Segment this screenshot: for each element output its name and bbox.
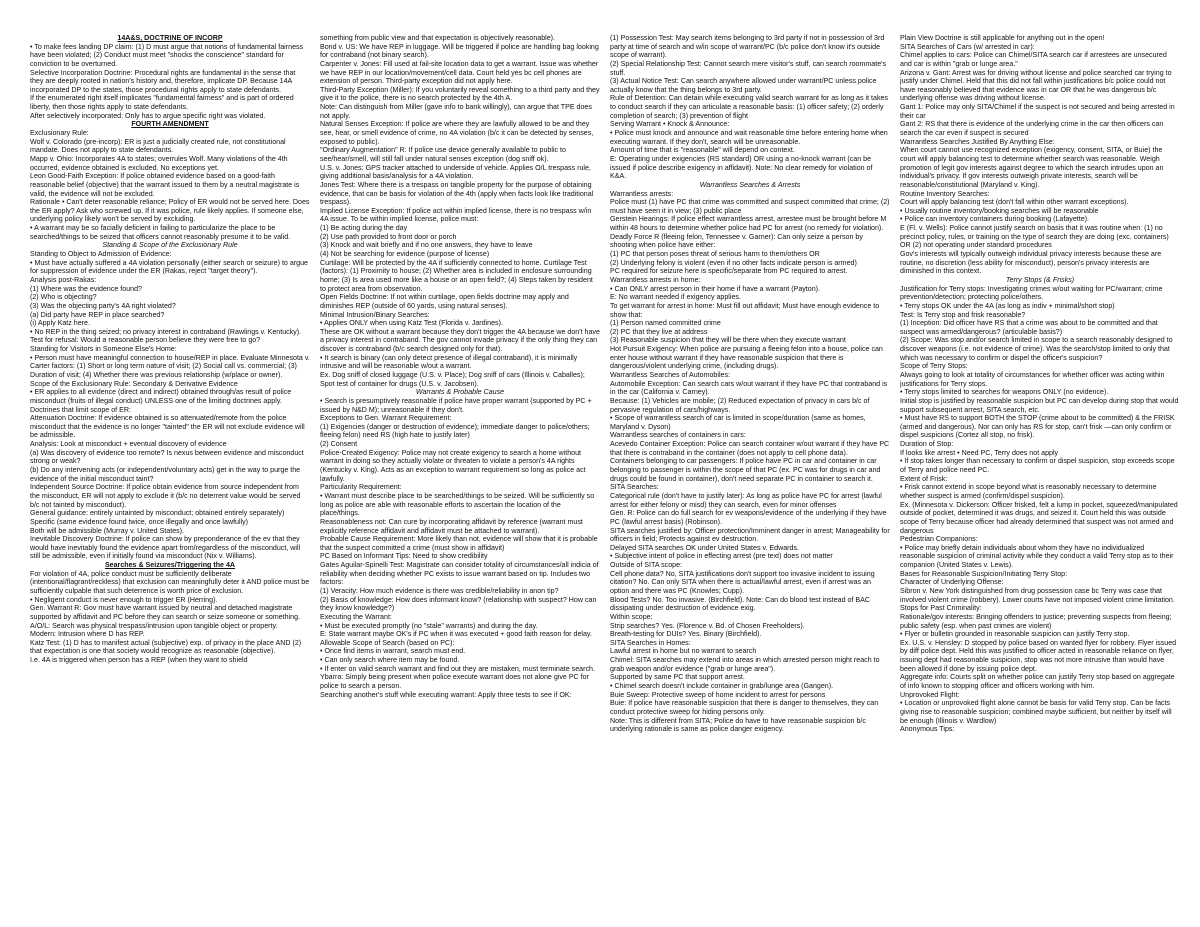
outline-paragraph: (4) Not be searching for evidence (purpose of license): [320, 250, 490, 259]
outline-paragraph: (a) Did party have REP in place searched?: [30, 310, 165, 319]
outline-paragraph: For violation of 4A, police conduct must be sufficiently deliberate (intentional/flagrant/reckless) that exclusion can meaningfully deter it AND police must be sufficiently culpable that such deterrence is worth price of exclusion.: [30, 569, 310, 595]
outline-paragraph: Note: Can distinguish from Miller (gave info to bank willingly), can argue that TPE does not apply.: [320, 103, 592, 120]
outline-paragraph: • A warrant may be so facially deficient in failing to particularize the place to be searched/things to be seized that officers cannot reasonably presume it to be valid.: [30, 224, 291, 241]
outline-paragraph: Ex. Dog sniff of closed luggage (U.S. v. Place); Dog sniff of cars (Illinois v. Caballes); Spot test of container for drugs (U.S. v. Jacobsen).: [320, 370, 585, 388]
outline-paragraph: • If enter on valid search warrant and find out they are mistaken, must terminate search.: [320, 664, 595, 673]
outline-paragraph: (3) Knock and wait briefly and if no one answers, they have to leave: [320, 241, 533, 250]
section-heading: 14A&S, DOCTRINE OF INCORP: [117, 34, 223, 42]
outline-paragraph: Hot Pursuit Exigency: When police are pursuing a fleeing felon into a house, police can enter house without warrant if they have reasonable suspicion that there is dangerous/violent underlying crime, (including drugs).: [610, 345, 883, 371]
outline-paragraph: Allowable Scope of Search (based on PC):: [320, 638, 455, 647]
outline-paragraph: Reasonableness not: Can cure by incorporating affidavit by reference (warrant must explicitly reference affidavit and affidavit must be attached to warrant).: [320, 517, 583, 535]
outline-paragraph: (3) Actual Notice Test: Can search anywhere allowed under warrant/PC unless police actually know that the thing belongs to 3rd party.: [610, 77, 877, 94]
outline-paragraph: Standing for Visitors in Someone Else's Home:: [30, 345, 177, 354]
outline-paragraph: • Applies ONLY when using Katz Test (Florida v. Jardines).: [320, 319, 503, 328]
outline-paragraph: Delayed SITA searches OK under United States v. Edwards.: [610, 543, 799, 552]
outline-paragraph: • Once find items in warrant, search must end.: [320, 647, 466, 656]
outline-paragraph: • Scope of warrantless search of car is limited in scope/duration (same as homes, Maryland v. Dyson): [610, 414, 866, 431]
outline-paragraph: Routine Inventory Searches:: [900, 189, 990, 198]
outline-paragraph: • It search is binary (can only detect presence of illegal contraband), it is minimally intrusive and will be reasonable w/out a warrant.: [320, 353, 578, 371]
outline-paragraph: Rationale • Can't deter reasonable reliance; Policy of ER would not be served here. Does the ER apply? Ask who screwed up. If it was police, rule likely applies. If someone else, underlying policy likely won't be served by excluding.: [30, 198, 310, 224]
outline-paragraph: Chimel: SITA searches may extend into areas in which arrested person might reach to grab weapon and/or evidence ("grab or lunge area").: [610, 656, 880, 673]
outline-paragraph: Gen. Warrant R: Gov must have warrant issued by neutral and detached magistrate supported by affidavit and PC before they can search or seize someone or something.: [30, 604, 300, 621]
outline-paragraph: Warrantless searches of containers in cars:: [610, 431, 746, 440]
outline-paragraph: • Warrant must describe place to be searched/things to be seized. Will be sufficiently so long as police are able with reasonable efforts to ascertain the location of the place/things.: [320, 491, 595, 518]
outline-paragraph: Mapp v. Ohio: Incorporates 4A to states; overrules Wolf. Many violations of the 4th occurred, evidence obtained is excluded. No exceptions yet.: [30, 154, 288, 172]
outline-paragraph: Categorical rule (don't have to justify later): As long as police have PC for arrest (lawful arrest for either felony or misd) they can search, even for minor offenses: [610, 491, 882, 509]
outline-paragraph: Unprovoked Flight:: [900, 690, 960, 699]
outline-paragraph: After selectively incorporated: Only has to argue specific right was violated.: [30, 111, 266, 120]
outline-paragraph: "Ordinary Augmentation" R: If police use device generally available to public to see/hear/smell, will still fall under natural senses exception (dog sniff ok).: [320, 146, 566, 163]
outline-paragraph: (2) Basis of knowledge: How does informant know? (relationship with suspect? How can they know knowledge?): [320, 595, 597, 613]
outline-paragraph: Containers belonging to car passengers: If police have PC in car and container in car belonging to passenger is within the scope of that PC (ex. PC was for drugs in car and drugs could be found in container), don't need separate PC in container to search it.: [610, 457, 881, 483]
outline-paragraph: Ybarra: Simply being present when police execute warrant does not alone give PC for police to search a person.: [320, 673, 589, 691]
outline-paragraph: Breath-testing for DUIs? Yes. Binary (Birchfield).: [610, 630, 762, 639]
outline-paragraph: Exclusionary Rule:: [30, 129, 89, 138]
outline-paragraph: something from public view and that expectation is objectively reasonable).: [320, 34, 556, 42]
outline-paragraph: • Must have RS to support BOTH the STOP (crime about to be committed) & the FRISK (armed and dangerous). Nor can only has RS for stop, can't frisk —can only confirm or dispel suspicions (Cortez all stop, no frisk).: [900, 414, 1175, 440]
outline-paragraph: Automobile Exception: Can search cars w/out warrant if they have PC that contraband is in the car (California v. Carney).: [610, 379, 888, 397]
outline-paragraph: Stops for Past Criminality:: [900, 604, 982, 613]
outline-paragraph: Gerstein Hearings: If police effect warrantless arrest, arrestee must be brought before M within 48 hours to determine whether police had PC for arrest (no remedy for violation).: [610, 215, 887, 233]
outline-paragraph: • No REP in the thing seized; no privacy interest in contraband (Rawlings v. Kentucky).: [30, 327, 302, 336]
outline-paragraph: (1) Person named committed crime: [610, 319, 721, 328]
outline-paragraph: Gen. R: Police can do full search for ev weapons/evidence of the underlying if they have PC (lawful arrest basis) (Robinson).: [610, 509, 887, 526]
outline-paragraph: • Subjective intent of police in effecting arrest (pre text) does not matter: [610, 552, 833, 561]
outline-paragraph: Plain View Doctrine is still applicable for anything out in the open!: [900, 34, 1105, 42]
outline-paragraph: Scope of the Exclusionary Rule: Secondary & Derivative Evidence: [30, 379, 238, 388]
outline-paragraph: (a) Was discovery of evidence too remote? Is nexus between evidence and misconduct strong or weak?: [30, 448, 304, 466]
outline-paragraph: • Person must have meaningful connection to house/REP in place. Evaluate Minnesota v. Carter factors: (1) Short or long term nature of visit; (2) Social call vs. commercial; (3) Duration of visit; (4) Whether there was previous relationship (w/place or owner).: [30, 353, 310, 379]
outline-paragraph: Blood Tests? No. Too invasive. (Birchfield). Note: Can do blood test instead of BAC dissipating under destruction of evidence exig.: [610, 595, 870, 613]
outline-paragraph: • Location or unprovoked flight alone cannot be basis for valid Terry stop. Can be facts giving rise to reasonable suspicion; combined maybe sufficient, but neither by itself will be enough (Illinois v. Wardlow): [900, 699, 1172, 725]
outline-page: [30, 34, 1180, 914]
outline-paragraph: • Terry stops limited to searches for weapons ONLY (no evidence).: [900, 388, 1109, 397]
column-4: [900, 34, 1180, 914]
outline-paragraph: Within scope:: [610, 612, 653, 621]
outline-paragraph: E: Operating under exigencies (RS standard) OR using a no-knock warrant (can be issued if police describe exigency in affidavit). Note: No clear remedy for violation of K&A.: [610, 154, 873, 181]
outline-paragraph: • Must have actually suffered a 4A violation personally (either search or seizure) to argue for suppression of evidence under the ER (Rakas, reject "target theory").: [30, 258, 308, 276]
outline-paragraph: • Terry stops OK under the 4A (as long as indiv + minimal/short stop): [900, 301, 1115, 310]
outline-paragraph: Inevitable Discovery Doctrine: If police can show by preponderance of the ev that they would have inevitably found the evidence apart from/regardless of the misconduct, will still be admissible, even if initially found via misconduct (Nix v. Williams).: [30, 535, 301, 561]
outline-paragraph: Amount of time that is "reasonable" will depend on context.: [610, 146, 795, 155]
outline-paragraph: Gov's interests will typically outweigh individual privacy interests because these are routine, no discretion (less ability for misconduct), person's privacy interests are diminished in this context.: [900, 250, 1162, 276]
outline-paragraph: Third-Party Exception (Miller): If you voluntarily reveal something to a third party and they give it to the police, there is no search protected by the 4th A.: [320, 85, 600, 103]
subsection-heading: Warrants & Probable Cause: [415, 388, 505, 397]
outline-paragraph: Police-Created Exigency: Police may not create exigency to search a home without warrant in doing so they actually violate or threaten to violate a person's 4A rights (Kentucky v. King). Acts as an exception to warrant requirement so long as police act lawfully.: [320, 448, 586, 483]
outline-paragraph: Implied License Exception: If police act within implied license, there is no trespass w/in 4A issue. To be within implied license, police must:: [320, 206, 592, 224]
outline-paragraph: • Usually routine inventory/booking searches will be reasonable: [900, 206, 1099, 215]
outline-paragraph: Independent Source Doctrine: If police obtain evidence from source independent from the misconduct, ER will not apply to exclude it (b/c no deterrent value would be served b/c not tainted by misconduct).: [30, 483, 301, 509]
outline-paragraph: PC required for seizure here is specific/separate from PC required to arrest.: [610, 267, 848, 276]
outline-paragraph: Test for refusal: Would a reasonable person believe they were free to go?: [30, 336, 261, 345]
outline-paragraph: Executing the Warrant:: [320, 612, 392, 621]
outline-paragraph: (b) Do any intervening acts (or independent/voluntary acts) get in the way to purge the evidence of the initial misconduct taint?: [30, 466, 301, 483]
outline-paragraph: (1) Inception: Did officer have RS that a crime was about to be committed and that suspect was armed/dangerous? (articulable basis?): [900, 319, 1158, 336]
outline-paragraph: Anonymous Tips:: [900, 725, 955, 734]
outline-paragraph: PC Based on Informant Tips: Need to show credibility: [320, 552, 488, 561]
outline-paragraph: If the enumerated right itself implicates "fundamental fairness" and is part of ordered liberty, then those rights apply to state defendants.: [30, 94, 294, 112]
outline-paragraph: Katz Test: (1) D has to manifest actual (subjective) exp. of privacy in the place AND (2) that expectation is one that society would recognize as reasonable (objective).: [30, 638, 302, 656]
column-2: [320, 34, 600, 914]
outline-paragraph: E: State warrant maybe OK's if PC when it was executed + good faith reason for delay.: [320, 630, 592, 639]
outline-paragraph: Sibron v. New York distinguished from drug possession case bc Terry was case that involved violent crime (robbery). Lower courts have not imposed violent crime limitation.: [900, 587, 1175, 604]
outline-paragraph: Buie: If police have reasonable suspicion that there is danger to themselves, they can conduct protective sweep for hiding persons only.: [610, 699, 879, 716]
outline-paragraph: Rule of Detention: Can detain while executing valid search warrant for as long as it takes to conduct search if they can articulate a reasonable basis: (1) officer safety; (2) orderly completion of search; (3) prevention of flight: [610, 94, 888, 120]
outline-paragraph: Test: Is Terry stop and frisk reasonable?: [900, 310, 1026, 319]
outline-paragraph: (2) Use path provided to front door or porch: [320, 232, 457, 241]
outline-paragraph: Chimel applies to cars: Police can Chimel/SITA search car if arrestees are unsecured and car is within "grab or lunge area.": [900, 51, 1167, 68]
outline-paragraph: (2) Special Relationship Test: Cannot search mere visitor's stuff, can search roommate's stuff.: [610, 59, 887, 77]
section-heading: FOURTH AMENDMENT: [131, 120, 209, 129]
outline-paragraph: Extent of Frisk:: [900, 474, 948, 483]
outline-paragraph: • Flyer or bulletin grounded in reasonable suspicion can justify Terry stop.: [900, 630, 1130, 639]
outline-paragraph: E (Fl. v. Wells): Police cannot justify search on basis that it was routine when: (1) no precinct policy, rules, or training on the type of search they are doing (exc. containers) OR (2) not operating under standard procedures: [900, 224, 1169, 250]
outline-paragraph: Both will be admissible (Murray v. United States).: [30, 526, 185, 535]
outline-paragraph: (2) Underlying felony is violent (even if no other facts indicate person is armed): [610, 258, 857, 267]
outline-paragraph: Scope of Terry Stops:: [900, 362, 968, 371]
outline-paragraph: Deadly Force R (fleeing felon, Tennessee v. Garner): Can only seize a person by shooting when police have either:: [610, 232, 863, 250]
outline-paragraph: To get warrant for arrest in home: Must fill out affidavit; Must have enough evidence to show that:: [610, 301, 880, 319]
subsection-heading: Warrantless Searches & Arrests: [699, 180, 801, 189]
outline-paragraph: Strip searches? Yes. (Florence v. Bd. of Chosen Freeholders).: [610, 621, 805, 630]
outline-paragraph: Modern: Intrusion where D has REP.: [30, 630, 145, 639]
outline-paragraph: • Police must knock and announce and wait reasonable time before entering home when executing warrant. If they don't, search will be unreasonable.: [610, 129, 888, 146]
outline-paragraph: • ER applies to all evidence (direct and indirect) obtained through/as result of police misconduct (fruits of illegal conduct) UNLESS one of the limiting doctrines apply.: [30, 388, 292, 405]
outline-paragraph: Pedestrian Companions:: [900, 535, 978, 544]
column-3: [610, 34, 890, 914]
outline-paragraph: (2) Scope: Was stop and/or search limited in scope to a search reasonably designed to discover weapons (i.e. not evidence of crime). Was the search/stop limited to only that which was necessary to confirm or dispel the officer's suspicion?: [900, 336, 1173, 362]
outline-paragraph: These are OK without a warrant because they don't trigger the 4A because we don't have a privacy interest in contraband. The gov cannot invade privacy if the only thing they can discover is contraband (b/c search designed only for that).: [320, 327, 600, 354]
outline-paragraph: • Police may briefly detain individuals about whom they have no individualized reasonable suspicion of criminal activity while they conduct a valid Terry stop as to their companion (United States v. Lewis).: [900, 543, 1174, 570]
outline-paragraph: Warrantless Searches Justified By Anything Else:: [900, 137, 1055, 146]
section-heading: Searches & Seizures/Triggering the 4A: [104, 561, 236, 570]
outline-paragraph: • Frisk cannot extend in scope beyond what is reasonably necessary to determine whether suspect is armed (confirm/dispel suspicion).: [900, 483, 1157, 500]
outline-paragraph: Gant 1: Police may only SITA/Chimel if the suspect is not secured and being arrested in their car: [900, 103, 1175, 120]
outline-paragraph: (1) Veracity: How much evidence is there was credible/reliability in anon tip?: [320, 587, 559, 595]
outline-paragraph: Court will apply balancing test (don't fall within other warrant exceptions).: [900, 198, 1129, 207]
outline-paragraph: SITA Searches in Homes:: [610, 638, 691, 647]
outline-paragraph: Wolf v. Colorado (pre-incorp): ER is just a judicially created rule, not constitutional mandate. Does not apply to state defendants.: [30, 137, 286, 155]
outline-paragraph: Initial stop is justified by reasonable suspicion but PC can develop during stop that would support subsequent arrest, SITA search, etc.: [900, 396, 1179, 414]
outline-paragraph: • Negligent conduct is never enough to trigger ER (Herring).: [30, 595, 218, 604]
outline-paragraph: E: No warrant needed if exigency applies.: [610, 293, 741, 302]
outline-paragraph: (1) Be acting during the day: [320, 224, 408, 233]
outline-paragraph: • Search is presumptively reasonable if police have proper warrant (supported by PC + issued by N&D M); unreasonable if they don't.: [320, 396, 592, 414]
outline-paragraph: Lawful arrest in home but no warrant to search: [610, 647, 757, 656]
outline-paragraph: Always going to look at totality of circumstances for whether officer was acting within justifications for Terry stops.: [900, 370, 1165, 388]
outline-paragraph: Cell phone data? No, SITA justifications don't support too invasive incident to issuing citation? No. Can only SITA when there is actual/lawful arrest, even if arrest was an option and there was PC (Knowles; Cupp).: [610, 569, 875, 595]
outline-paragraph: Particularity Requirement:: [320, 483, 402, 492]
outline-paragraph: Duration of Stop:: [900, 440, 954, 449]
outline-paragraph: Warrantless Searches of Automobiles:: [610, 370, 730, 379]
outline-paragraph: Bases for Reasonable Suspicion/Initiating Terry Stop:: [900, 569, 1068, 578]
outline-paragraph: • Must be executed promptly (no "stale" warrants) and during the day.: [320, 621, 538, 630]
outline-paragraph: Ex. (Minnesota v. Dickerson: Officer frisked, felt a lump in pocket, squeezed/manipulated outside of pocket, determined it was drugs, and seized it. Court held this was outside scope of Terry because officer had already determined that suspect was not armed and dangerous: [900, 500, 1178, 535]
outline-paragraph: Searching another's stuff while executing warrant: Apply three tests to see if OK:: [320, 690, 572, 699]
outline-paragraph: Police must (1) have PC that crime was committed and suspect committed that crime; (2) must have seen it in view; (3) public place: [610, 198, 890, 215]
outline-paragraph: (2) Who is objecting?: [30, 293, 97, 302]
outline-paragraph: (2) PC that they live at address: [610, 327, 708, 336]
outline-paragraph: • If stop takes longer than necessary to confirm or dispel suspicion, stop exceeds scope of Terry and police need PC.: [900, 457, 1175, 475]
outline-paragraph: Leon Good-Faith Exception: If police obtained evidence based on a good-faith reasonable belief (objective) that the warrant issued to them by a neutral magistrate is valid, the evidence will not be excluded.: [30, 172, 300, 198]
outline-paragraph: • To make fees landing DP claim: (1) D must argue that notions of fundamental fairness have been violated; (2) Conduct must meet "shocks the conscience" standard for conviction to be overturned.: [30, 42, 304, 68]
outline-paragraph: (1) PC that person poses threat of serious harm to them/others OR: [610, 250, 820, 259]
outline-paragraph: Attenuation Doctrine: If evidence obtained is so attenuated/remote from the police misconduct that the evidence is no longer "tainted" the ER will not exclude evidence will be admissible.: [30, 414, 305, 440]
outline-paragraph: (2) Consent: [320, 440, 358, 449]
outline-paragraph: Doctrines that limit scope of ER:: [30, 405, 131, 414]
outline-paragraph: Acevedo Container Exception: Police can search container w/out warrant if they have PC that there is contraband in the container (does not apply to cell phone data).: [610, 440, 890, 457]
outline-paragraph: Gant 2: RS that there is evidence of the underlying crime in the car then officers can search the car even if suspect is secured: [900, 120, 1164, 138]
outline-paragraph: Aggregate info: Courts split on whether police can justify Terry stop based on aggregate of info known to stopping officer and officers working with him.: [900, 673, 1175, 691]
outline-paragraph: If looks like arrest • Need PC, Terry does not apply: [900, 448, 1059, 457]
outline-paragraph: • Police can inventory containers during booking (Lafayette).: [900, 215, 1089, 224]
outline-paragraph: (3) Was the objecting party's 4A right violated?: [30, 301, 176, 310]
outline-paragraph: Standing to Object to Admission of Evidence:: [30, 250, 172, 259]
outline-paragraph: Minimal Intrusion/Binary Searches:: [320, 310, 430, 319]
outline-paragraph: Carpenter v. Jones: Fill used at fail-site location data to get a warrant. Issue was whether we have REP in our location/movement/cell data. Court held yes bc cell phones are extension of person. Third-party exception did not apply here.: [320, 59, 599, 86]
outline-paragraph: Rationale/gov interests: Bringing offenders to justice; preventing suspects from fleeing; public safety (esp. when past crimes are violent): [900, 612, 1172, 630]
outline-paragraph: Character of Underlying Offense:: [900, 578, 1004, 587]
outline-paragraph: • Can only search where item may be found.: [320, 656, 460, 665]
outline-paragraph: Selective Incorporation Doctrine: Procedural rights are fundamental in the sense that they are deeply rooted in nation's history and, therefore, implicate DP. Because 14A incorporated DP to the states, those procedural rights apply to state defendants.: [30, 68, 296, 94]
outline-paragraph: Open Fields Doctrine: If not within curtilage, open fields doctrine may apply and diminishes REP (outside of 60 yards, using natural senses).: [320, 293, 569, 310]
outline-paragraph: Because: (1) Vehicles are mobile; (2) Reduced expectation of privacy in cars b/c of pervasive regulation of cars/highways.: [610, 396, 870, 414]
outline-paragraph: (1) Where was the evidence found?: [30, 284, 142, 293]
outline-paragraph: Ex. U.S. v. Hensley: D stopped by police based on wanted flyer for robbery. Flyer issued by diff police dept. Held this was justified to officer acted in reasonable reliance on flyer, issuing dept had reasonable suspicion, stop was not more intrusive than would have been allowed if done by issuing police dept.: [900, 638, 1177, 673]
outline-paragraph: Supported by same PC that support arrest.: [610, 673, 745, 682]
outline-paragraph: Analysis: Look at misconduct + eventual discovery of evidence: [30, 440, 227, 449]
outline-paragraph: (1) Exigencies (danger or destruction of evidence); immediate danger to police/others; fleeing felon) need RS (high hate to justify later): [320, 422, 590, 440]
outline-paragraph: Serving Warrant • Knock & Announce:: [610, 120, 730, 129]
outline-paragraph: • Chimel search doesn't include container in grab/lunge area (Gangen).: [610, 682, 834, 691]
outline-paragraph: SITA Searches of Cars (w/ arrested in car):: [900, 42, 1035, 51]
outline-paragraph: (1) Possession Test: May search items belonging to 3rd party if not in possession of 3rd party at time of search and w/in scope of warrant/PC (b/c police don't know it's outside scope of warrant).: [610, 34, 885, 60]
outline-paragraph: Analysis post-Rakas:: [30, 275, 97, 284]
outline-paragraph: General guidance: entirely untainted by misconduct; obtained entirely separately) Specific (same evidence found twice, once illegally and once lawfully): [30, 509, 285, 526]
outline-paragraph: Exceptions to Gen. Warrant Requirement:: [320, 414, 452, 423]
outline-paragraph: Probable Cause Requirement: More likely than not, evidence will show that it is probable that the suspect committed a crime (must show in affidavit): [320, 535, 598, 552]
outline-paragraph: (i) Apply Katz here.: [30, 319, 90, 328]
outline-paragraph: A/O/L: Search was physical trespass/intrusion upon tangible object or property.: [30, 621, 278, 630]
outline-paragraph: Jones Test: Where there is a trespass on tangible property for the purpose of obtaining evidence, that can be basis for violation of the 4th (apply when facts look like traditional trespass).: [320, 180, 594, 207]
outline-paragraph: Arizona v. Gant: Arrest was for driving without license and police searched car trying to justify under Chimel. Held that this did not fall within justifications b/c police could not have reasonably believed that evidence was in car OR that he was dangerous b/c underlying offense was driving without license.: [900, 68, 1172, 103]
column-1: [30, 34, 310, 914]
outline-paragraph: Gates Aguilar-Spinelli Test: Magistrate can consider totality of circumstances/all indicia of reliability when deciding whether PC exists to issue warrant based on tip. Includes two factors:: [320, 561, 599, 587]
subsection-heading: Standing & Scope of the Exclusionary Rule: [102, 241, 238, 250]
outline-paragraph: Buie Sweep: Protective sweep of home incident to arrest for persons: [610, 690, 826, 699]
outline-paragraph: SITA Searches:: [610, 483, 659, 492]
outline-paragraph: Natural Senses Exception: If police are where they are lawfully allowed to be and they see, hear, or smell evidence of crime, no 4A violation (b/c it can be detected by senses, exposed to public).: [320, 120, 594, 146]
outline-paragraph: Bond v. US: We have REP in luggage. Will be triggered if police are handling bag looking for contraband (not binary search).: [320, 42, 599, 60]
outline-paragraph: (3) Reasonable suspicion that they will be there when they execute warrant: [610, 336, 846, 345]
outline-paragraph: Outside of SITA scope:: [610, 561, 683, 570]
outline-paragraph: Warrantless arrests:: [610, 189, 674, 198]
outline-paragraph: SITA searches justified by: Officer protection/Imminent danger in arrest; Manageability for officers in field; Protects against ev destruction.: [610, 526, 890, 544]
outline-paragraph: Warrantless arrests in home:: [610, 275, 701, 284]
outline-paragraph: Curtilage: Will be protected by the 4A if sufficiently connected to home. Curtilage Test (factors): (1) Proximity to house; (2) Whether area is included in enclosure surrounding home; (3) Is area used more like a house or an open field?; (4) Steps taken by resident to protect area from observation.: [320, 258, 593, 293]
outline-paragraph: U.S. v. Jones: GPS tracker attached to underside of vehicle. Applies O/L trespass rule, giving additional basis/analysis for a 4A violation.: [320, 163, 591, 181]
outline-paragraph: I.e. 4A is triggered when person has a REP (when they want to shield: [30, 656, 248, 665]
subsection-heading: Terry Stops (& Frisks): [1005, 275, 1075, 284]
outline-paragraph: Justification for Terry stops: Investigating crimes w/out waiting for PC/warrant; crime prevention/detection; protecting police/others.: [900, 284, 1163, 302]
outline-paragraph: • Can ONLY arrest person in their home if have a warrant (Payton).: [610, 284, 821, 293]
outline-paragraph: Note: This is different from SITA; Police do have to have reasonable suspicion b/c underlying rationale is same as police danger exigency.: [610, 716, 866, 734]
outline-paragraph: When court cannot use recognized exception (exigency, consent, SITA, or Buie) the court will apply balancing test to determine whether search was reasonable. Weigh promotion of legit gov interests against degree to which the search intrudes upon an individual's privacy. If gov interests outweigh private interests, search will be reasonable/constitutional (Maryland v. King).: [900, 146, 1164, 189]
